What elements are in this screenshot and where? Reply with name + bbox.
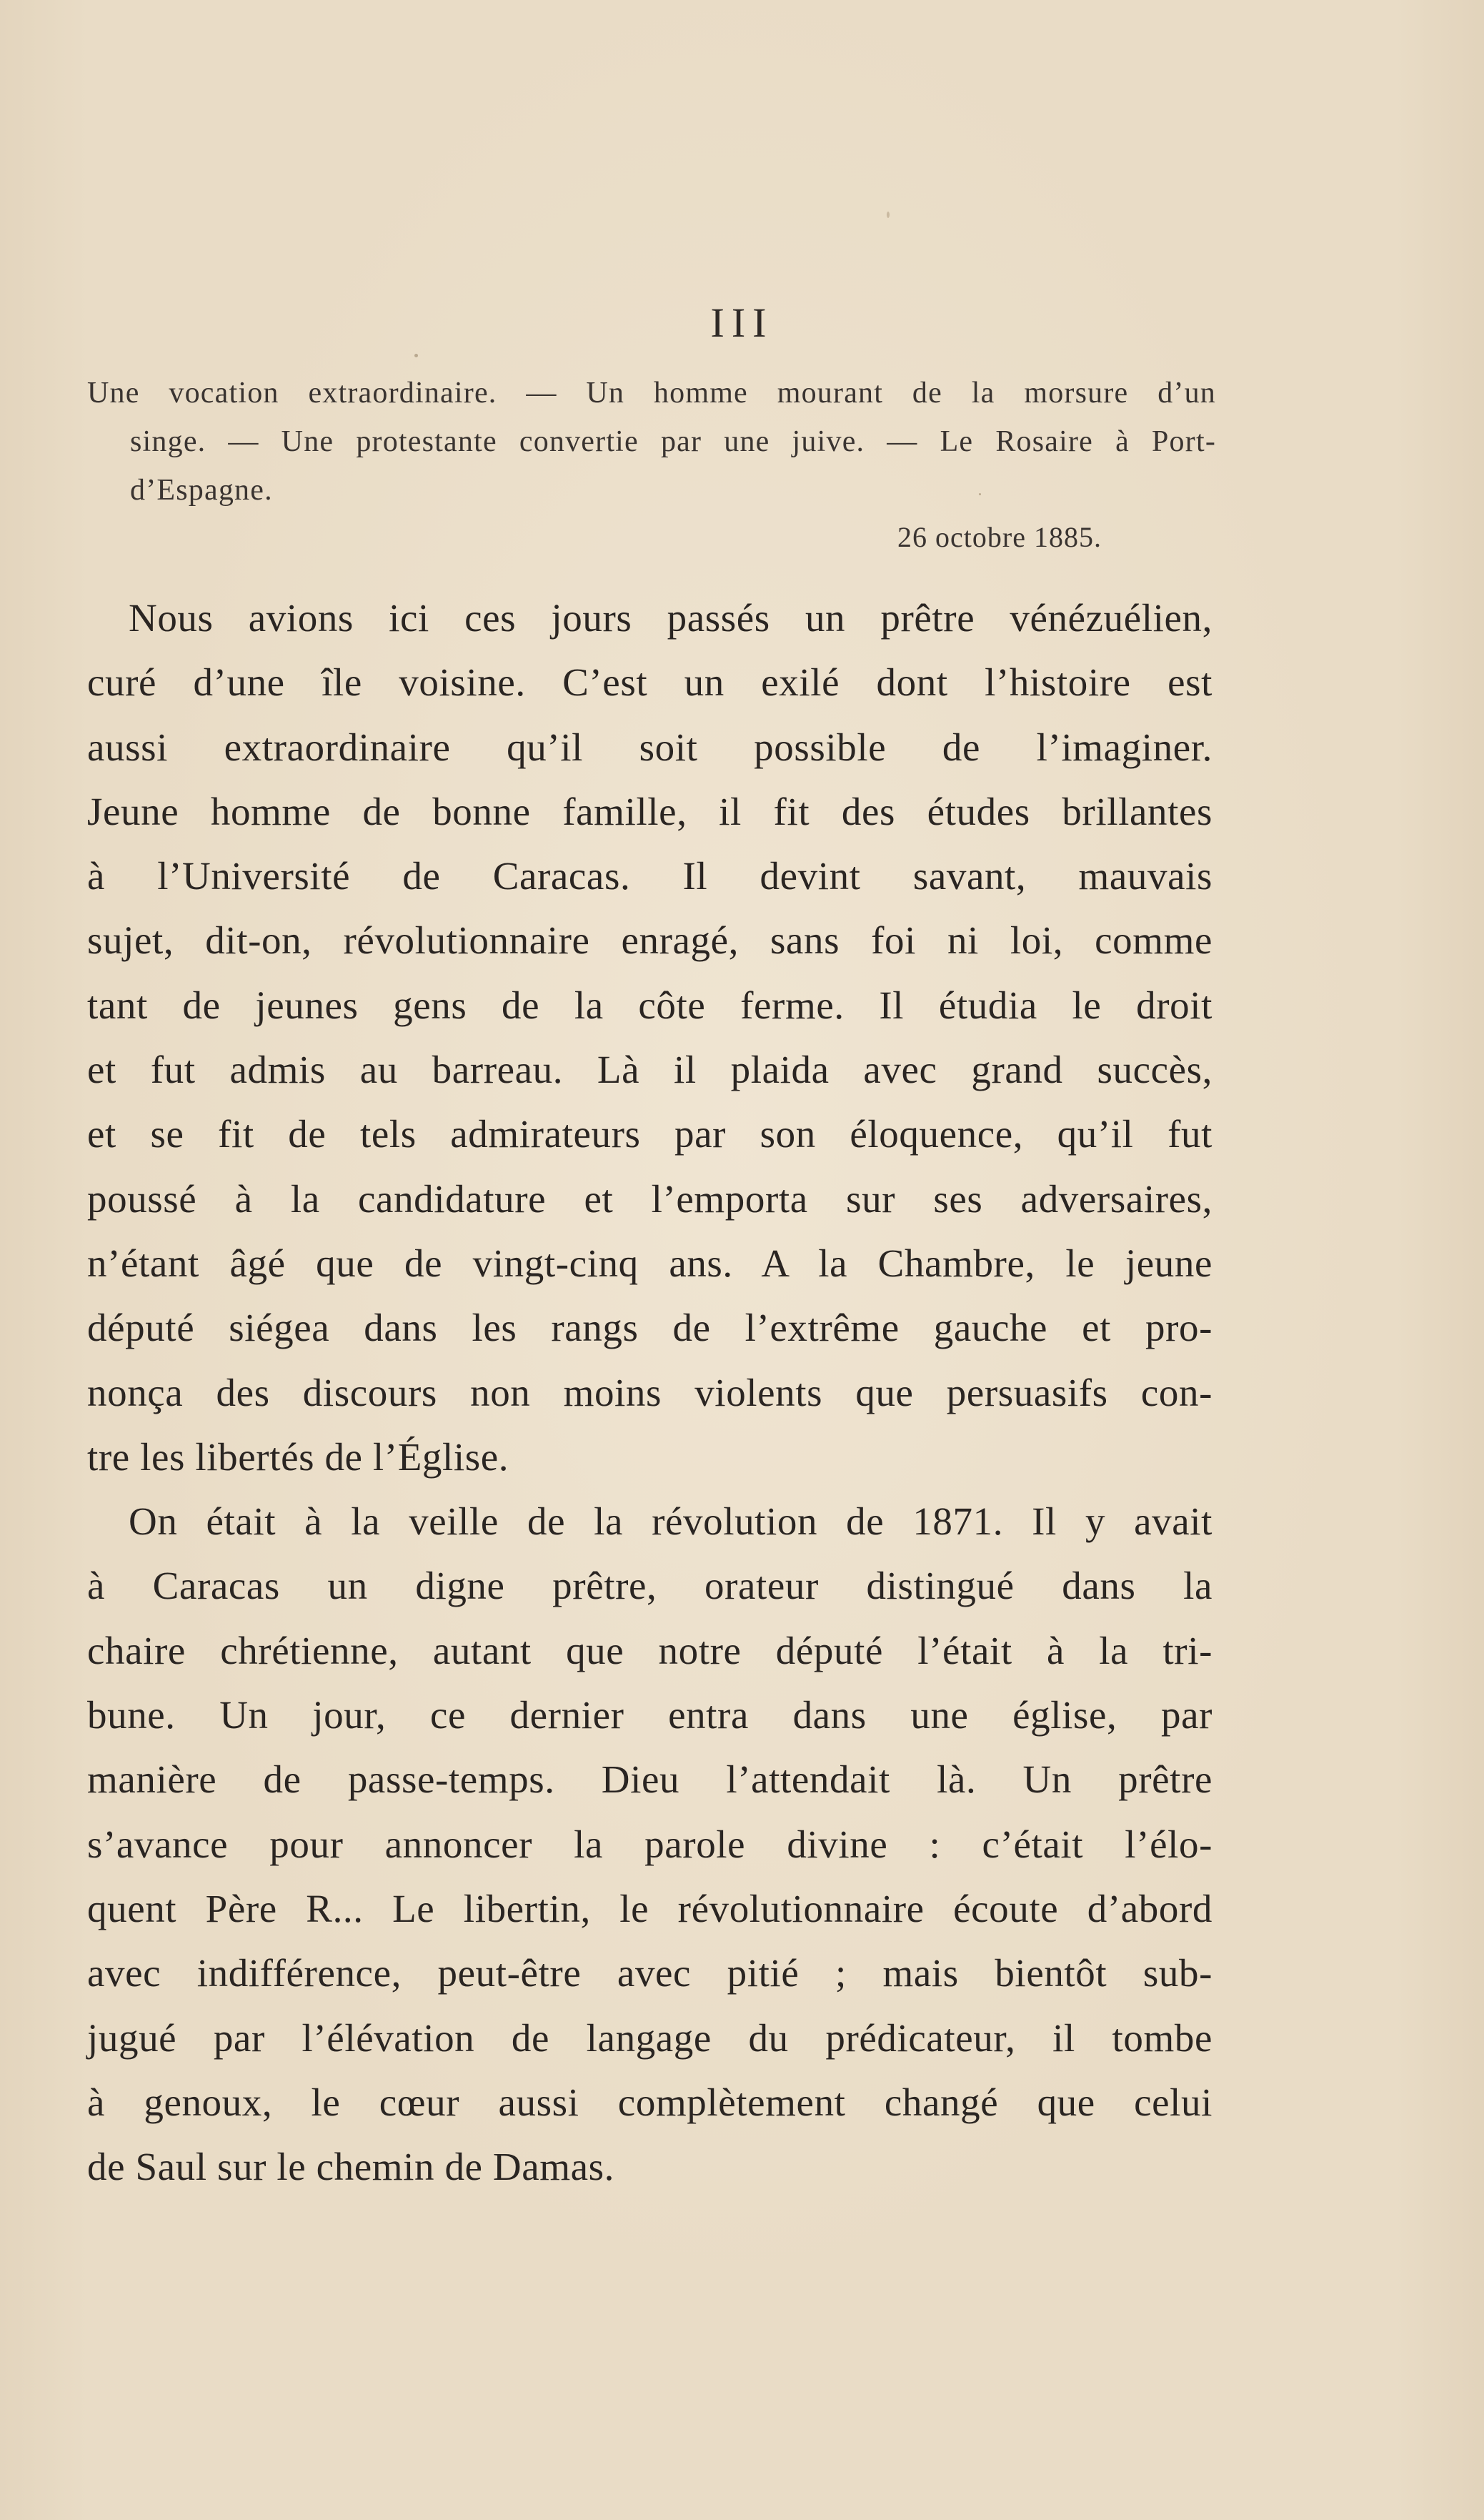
text-line: Jeune homme de bonne famille, il fit des études brillantes [87,789,1212,833]
text-line: jugué par l’élévation de langage du prédicateur, il tombe [87,2015,1212,2060]
body-text [87,586,1212,2199]
text-line: quent Père R... Le libertin, le révolutionnaire écoute d’abord [87,1886,1212,1930]
chapter-summary [87,369,1216,515]
text-line: et se fit de tels admirateurs par son éloquence, qu’il fut [87,1112,1212,1156]
text-line: avec indifférence, peut-être avec pitié ; mais bientôt sub- [87,1951,1212,1995]
text-line: curé d’une île voisine. C’est un exilé dont l’histoire est [87,660,1212,705]
text-line: manière de passe-temps. Dieu l’attendait là. Un prêtre [87,1757,1212,1802]
text-line: bune. Un jour, ce dernier entra dans une église, par [87,1693,1212,1737]
text-line: aussi extraordinaire qu’il soit possible de l’imaginer. [87,725,1212,769]
text-line: Nous avions ici ces jours passés un prêtre vénézuélien, [129,596,1212,640]
letter-date: 26 octobre 1885. [897,521,1102,553]
text-line: sujet, dit-on, révolutionnaire enragé, sans foi ni loi, comme [87,918,1212,963]
summary-line: singe. — Une protestante convertie par une juive. — Le Rosaire à Port- [130,425,1216,458]
text-line: à l’Université de Caracas. Il devint savant, mauvais [87,854,1212,898]
paragraph-2 [87,1489,1212,2199]
paper-speck [887,212,890,218]
text-line: poussé à la candidature et l’emporta sur ses adversaires, [87,1176,1212,1221]
text-line: de Saul sur le chemin de Damas. [87,2145,614,2189]
text-line: chaire chrétienne, autant que notre député l’était à la tri- [87,1628,1212,1672]
summary-line: d’Espagne. [130,474,273,507]
text-line: s’avance pour annoncer la parole divine : c’était l’élo- [87,1822,1212,1866]
paragraph-1 [87,586,1212,1489]
chapter-number: III [710,299,774,346]
text-line: et fut admis au barreau. Là il plaida avec grand succès, [87,1048,1212,1092]
text-line: n’étant âgé que de vingt-cinq ans. A la Chambre, le jeune [87,1241,1212,1285]
text-line: nonça des discours non moins violents que persuasifs con- [87,1370,1212,1414]
text-line: tant de jeunes gens de la côte ferme. Il étudia le droit [87,983,1212,1027]
paper-speck [414,354,418,357]
text-line: à Caracas un digne prêtre, orateur distingué dans la [87,1564,1212,1608]
text-line: député siégea dans les rangs de l’extrême gauche et pro- [87,1306,1212,1350]
text-line: tre les libertés de l’Église. [87,1434,509,1479]
text-line: à genoux, le cœur aussi complètement changé que celui [87,2080,1212,2124]
text-line: On était à la veille de la révolution de 1871. Il y avait [129,1499,1212,1544]
summary-line: Une vocation extraordinaire. — Un homme mourant de la morsure d’un [87,377,1216,410]
